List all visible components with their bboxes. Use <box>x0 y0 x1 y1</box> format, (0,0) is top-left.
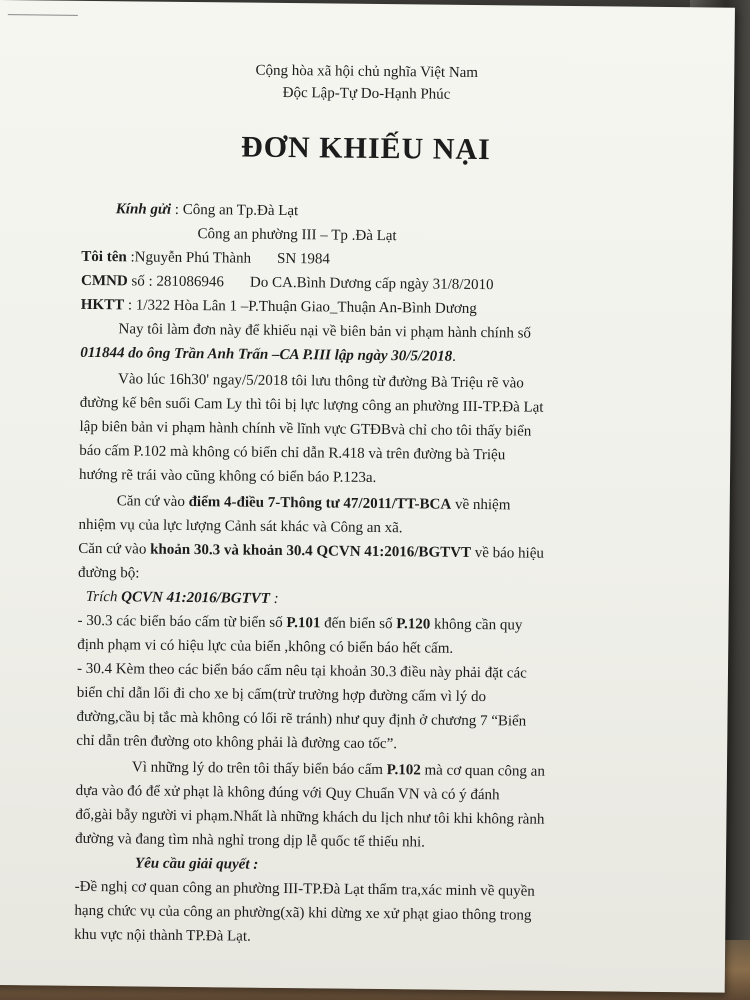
id-issue: Do CA.Bình Dương cấp ngày 31/8/2010 <box>249 274 494 294</box>
recipient-line-1 <box>116 199 299 222</box>
paragraph-3-line-2: nhiệm vụ của lực lượng Cảnh sát khác và Công an xã. <box>78 516 403 537</box>
id-line <box>81 271 494 296</box>
id-label: CMND <box>80 272 128 290</box>
paragraph-5-line-4: đường và đang tìm nhà nghỉ trong dịp lễ quốc tế thiếu nhi. <box>75 830 426 851</box>
request-line-2: hạng chức vụ của công an phường(xã) khi dừng xe xử phạt giao thông trong <box>74 902 532 924</box>
paragraph-5-line-3: đố,gài bẫy người vi phạm.Nhất là những khách du lịch như tôi khi không rành <box>75 806 545 828</box>
paragraph-5-line-1: Vì những lý do trên tôi thấy biển báo cấm P.102 mà cơ quan công an <box>131 759 545 780</box>
paragraph-4-line-2: đường bộ: <box>77 564 140 582</box>
request-line-1: -Đề nghị cơ quan công an phường III-TP.Đà Lạt thẩm tra,xác minh về quyền <box>74 878 535 900</box>
birth-year: SN 1984 <box>276 250 331 268</box>
name-label: Tôi tên <box>81 248 127 266</box>
quote-2-line-4: chỉ dẫn trên đường oto không phải là đường cao tốc”. <box>76 732 398 753</box>
address-line <box>81 295 477 320</box>
applicant-name-line <box>81 247 330 271</box>
motto-header: Độc Lập-Tự Do-Hạnh Phúc <box>282 84 451 103</box>
recipient-line-2: Công an phường III – Tp .Đà Lạt <box>197 226 397 245</box>
recipient-label: Kính gửi <box>115 201 172 218</box>
paragraph-2-line-5: hướng rẽ trái vào cũng không có biển báo P.123a. <box>78 466 377 486</box>
address-value: : 1/322 Hòa Lân 1 –P.Thuận Giao_Thuận An-Bình Dương <box>127 297 477 318</box>
violation-record: 011844 do ông Trần Anh Trấn –CA P.III lập ngày 30/5/2018 <box>80 344 453 365</box>
quote-heading: Trích QCVN 41:2016/BGTVT : <box>85 588 279 607</box>
circular-reference: điểm 4-điều 7-Thông tư 47/2011/TT-BCA <box>188 494 452 513</box>
paragraph-3-line-1: Căn cứ vào điểm 4-điều 7-Thông tư 47/2011/TT-BCA về nhiệm <box>116 493 511 514</box>
quote-2-line-2: biển chỉ dẫn lối đi cho xe bị cấm(trừ trường hợp đường cấm vì lý do <box>76 684 487 706</box>
applicant-name: :Nguyễn Phú Thành <box>130 249 252 267</box>
id-number: số : 281086946 <box>131 273 225 291</box>
paragraph-1-line-1: Nay tôi làm đơn này để khiếu nại về biên bản vi phạm hành chính số <box>118 321 532 342</box>
paragraph-2-line-2: đường kế bên suối Cam Ly thì tôi bị lực lượng công an phường III-TP.Đà Lạt <box>79 394 544 416</box>
paragraph-1-line-2: 011844 do ông Trần Anh Trấn –CA P.III lập ngày 30/5/2018. <box>80 344 457 365</box>
paragraph-2-line-4: báo cấm P.102 mà không có biển chỉ dẫn R.418 và trên đường bà Triệu <box>79 442 506 464</box>
paragraph-5-line-2: dựa vào đó để xử phạt là không đúng với Quy Chuẩn VN và có ý đánh <box>75 782 500 804</box>
paragraph-2-line-3: lập biên bản vi phạm hành chính về lĩnh vực GTĐBvà chỉ cho tôi thấy biển <box>79 418 532 440</box>
quote-1-line-1: - 30.3 các biển báo cấm từ biển số P.101 đến biển số P.120 không cần quy <box>77 612 523 634</box>
quote-reference: QCVN 41:2016/BGTVT <box>121 589 271 607</box>
paragraph-2-line-1: Vào lúc 16h30' ngay/5/2018 tôi lưu thông từ đường Bà Triệu rẽ vào <box>117 371 524 392</box>
request-heading: Yêu cầu giải quyết : <box>134 855 259 873</box>
quote-2-line-1: - 30.4 Kèm theo các biển báo cấm nêu tại khoản 30.3 điều này phải đặt các <box>76 660 527 682</box>
address-label: HKTT <box>80 296 125 314</box>
nation-header: Cộng hòa xã hội chủ nghĩa Việt Nam <box>255 62 479 82</box>
request-line-3: khu vực nội thành TP.Đà Lạt. <box>74 926 251 945</box>
quote-1-line-2: định phạm vi có hiệu lực của biển ,không có biển báo hết cấm. <box>77 636 454 657</box>
quote-2-line-3: đường,cầu bị tắc mà không có lối rẽ tránh) như quy định ở chương 7 “Biển <box>76 708 527 730</box>
regulation-reference: khoản 30.3 và khoản 30.4 QCVN 41:2016/BGTVT <box>150 541 472 561</box>
recipient-1: : Công an Tp.Đà Lạt <box>174 201 299 220</box>
document-title: ĐƠN KHIẾU NẠI <box>240 130 491 167</box>
paragraph-4-line-1: Căn cứ vào khoản 30.3 và khoản 30.4 QCVN 41:2016/BGTVT về báo hiệu <box>78 540 544 562</box>
